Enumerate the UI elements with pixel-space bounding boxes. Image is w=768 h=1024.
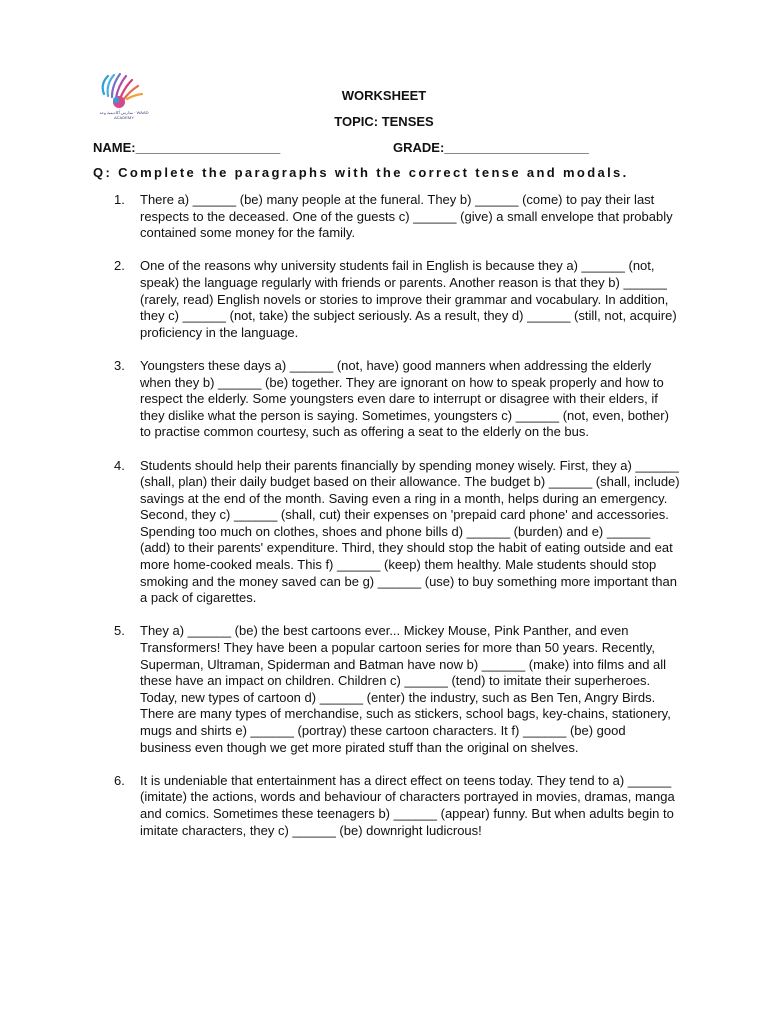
item-paragraph: There a) ______ (be) many people at the funeral. They b) ______ (come) to pay their last respects to the deceased. One of the guests c) ______ (give) a small envelope that probably contained some money for the family. xyxy=(140,192,673,241)
worksheet-title: WORKSHEET xyxy=(341,88,427,103)
list-item xyxy=(114,358,680,441)
item-paragraph: Students should help their parents financially by spending money wisely. First, they a) ______ (shall, plan) their daily budget based on their allowance. The budget b) ______ (shall, include) savings at the end of the month. Saving even a ring in a month, helps during an emergency. Second, they c) ______ (shall, cut) their expenses on 'prepaid card phone' and accessories. Spending too much on clothes, shoes and phone bills d) ______ (burden) and e) ______ (add) to their parents' expenditure. Third, they should stop the habit of eating outside and eat more home-cooked meals. This f) ______ (keep) them healthy. Male students should stop smoking and the money saved can be g) ______ (use) to buy something more important than a pack of cigarettes. xyxy=(140,457,680,606)
item-paragraph: Youngsters these days a) ______ (not, have) good manners when addressing the elderly when they b) ______ (be) together. They are ignorant on how to speak properly and how to respect the elderly. Some youngsters even dare to interrupt or disagree with their elders, if they dislike what the person is saying. Sometimes, youngsters c) ______ (not, even, bother) to practise common courtesy, such as offering a seat to the elderly on the bus. xyxy=(140,357,669,440)
list-item xyxy=(114,458,680,607)
item-number: 6. xyxy=(114,772,125,788)
list-item xyxy=(114,623,680,756)
item-paragraph: It is undeniable that entertainment has a direct effect on teens today. They tend to a) ______ (imitate) the actions, words and behaviour of characters portrayed in movies, dramas, manga and comics. Sometimes these teenagers b) ______ (appear) funny. But when adults begin to imitate characters, they c) ______ (be) downright ludicrous! xyxy=(140,772,675,838)
item-number: 4. xyxy=(114,457,125,473)
name-field: NAME:____________________ xyxy=(93,140,281,155)
grade-field: GRADE:____________________ xyxy=(393,140,589,155)
topic-heading: TOPIC: TENSES xyxy=(334,114,434,129)
item-paragraph: One of the reasons why university students fail in English is because they a) ______ (not, speak) the language regularly with friends or parents. Another reason is that they b) ______ (rarely, read) English novels or stories to improve their grammar and vocabulary. In addition, they c) ______ (not, take) the subject seriously. As a result, they d) ______ (still, not, acquire) proficiency in the language. xyxy=(140,258,677,340)
logo-text: مدارس أكاديمية وعد · WAAD ACADEMY xyxy=(99,110,149,120)
question-instruction: Q: Complete the paragraphs with the correct tense and modals. xyxy=(93,165,629,180)
item-number: 5. xyxy=(114,623,125,639)
list-item xyxy=(114,192,680,242)
list-item xyxy=(114,258,680,341)
list-item xyxy=(114,773,680,839)
item-number: 1. xyxy=(114,192,125,207)
exercise-list xyxy=(114,192,680,856)
item-number: 3. xyxy=(114,357,125,373)
item-number: 2. xyxy=(114,258,125,274)
item-paragraph: They a) ______ (be) the best cartoons ever... Mickey Mouse, Pink Panther, and even Transformers! They have been a popular cartoon series for more than 50 years. Recently, Superman, Ultraman, Spiderman and Batman have now b) ______ (make) into films and all these have an impact on children. Children c) ______ (tend) to imitate their superheroes. Today, new types of cartoon d) ______ (enter) the industry, such as Ben Ten, Angry Birds. There are many types of merchandise, such as stickers, school bags, key-chains, stationery, mugs and shirts e) ______ (portray) these cartoon characters. It f) ______ (be) good business even though we get more pirated stuff than the original on shelves. xyxy=(140,623,671,755)
